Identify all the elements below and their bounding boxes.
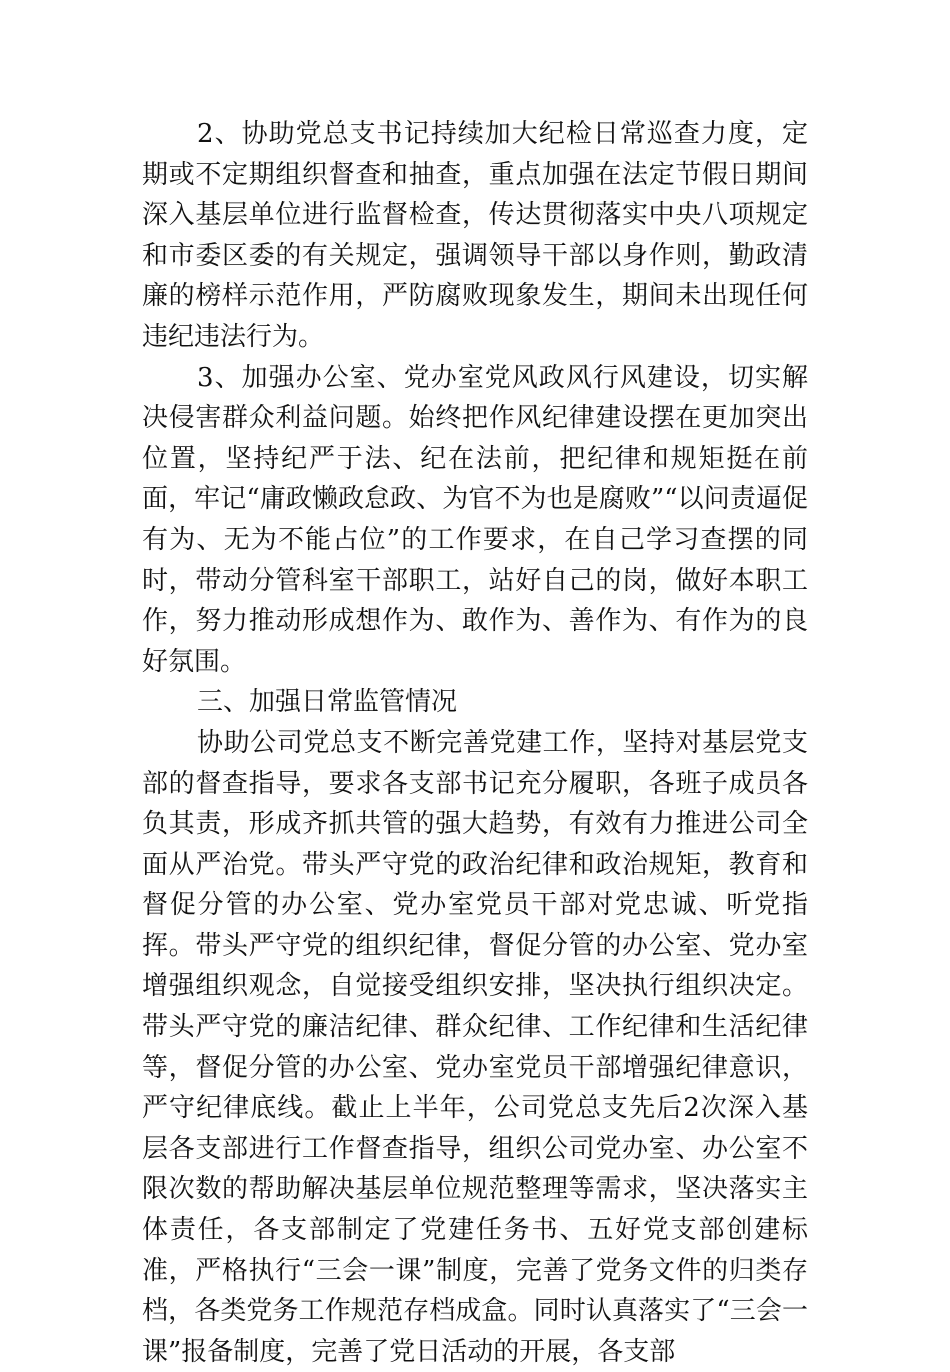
- document-body: [142, 114, 808, 1372]
- section-heading: 三、加强日常监管情况: [197, 687, 458, 718]
- paragraph-item-3: 3、加强办公室、党办室党风政风行风建设，切实解决侵害群众利益问题。始终把作风纪律建设摆在更加突出位置，坚持纪严于法、纪在法前，把纪律和规矩挺在前面，牢记“庸政懒政怠政、为官不为也是腐败”“以问责逼促有为、无为不能占位”的工作要求，在自己学习查摆的同时，带动分管科室干部职工，站好自己的岗，做好本职工作，努力推动形成想作为、敢作为、善作为、有作为的良好氛围。: [142, 362, 808, 677]
- paragraph-item-2: 2、协助党总支书记持续加大纪检日常巡查力度，定期或不定期组织督查和抽查，重点加强在法定节假日期间深入基层单位进行监督检查，传达贯彻落实中央八项规定和市委区委的有关规定，强调领导干部以身作则，勤政清廉的榜样示范作用，严防腐败现象发生，期间未出现任何违纪违法行为。: [142, 119, 808, 352]
- paragraph-supervision: 协助公司党总支不断完善党建工作，坚持对基层党支部的督查指导，要求各支部书记充分履职，各班子成员各负其责，形成齐抓共管的强大趋势，有效有力推进公司全面从严治党。带头严守党的政治纪律和政治规矩，教育和督促分管的办公室、党办室党员干部对党忠诚、听党指挥。带头严守党的组织纪律，督促分管的办公室、党办室增强组织观念，自觉接受组织安排，坚决执行组织决定。带头严守党的廉洁纪律、群众纪律、工作纪律和生活纪律等，督促分管的办公室、党办室党员干部增强纪律意识，严守纪律底线。截止上半年，公司党总支先后2次深入基层各支部进行工作督查指导，组织公司党办室、办公室不限次数的帮助解决基层单位规范整理等需求，坚决落实主体责任，各支部制定了党建任务书、五好党支部创建标准，严格执行“三会一课”制度，完善了党务文件的归类存档，各类党务工作规范存档成盒。同时认真落实了“三会一课”报备制度，完善了党日活动的开展，各支部: [142, 727, 808, 1367]
